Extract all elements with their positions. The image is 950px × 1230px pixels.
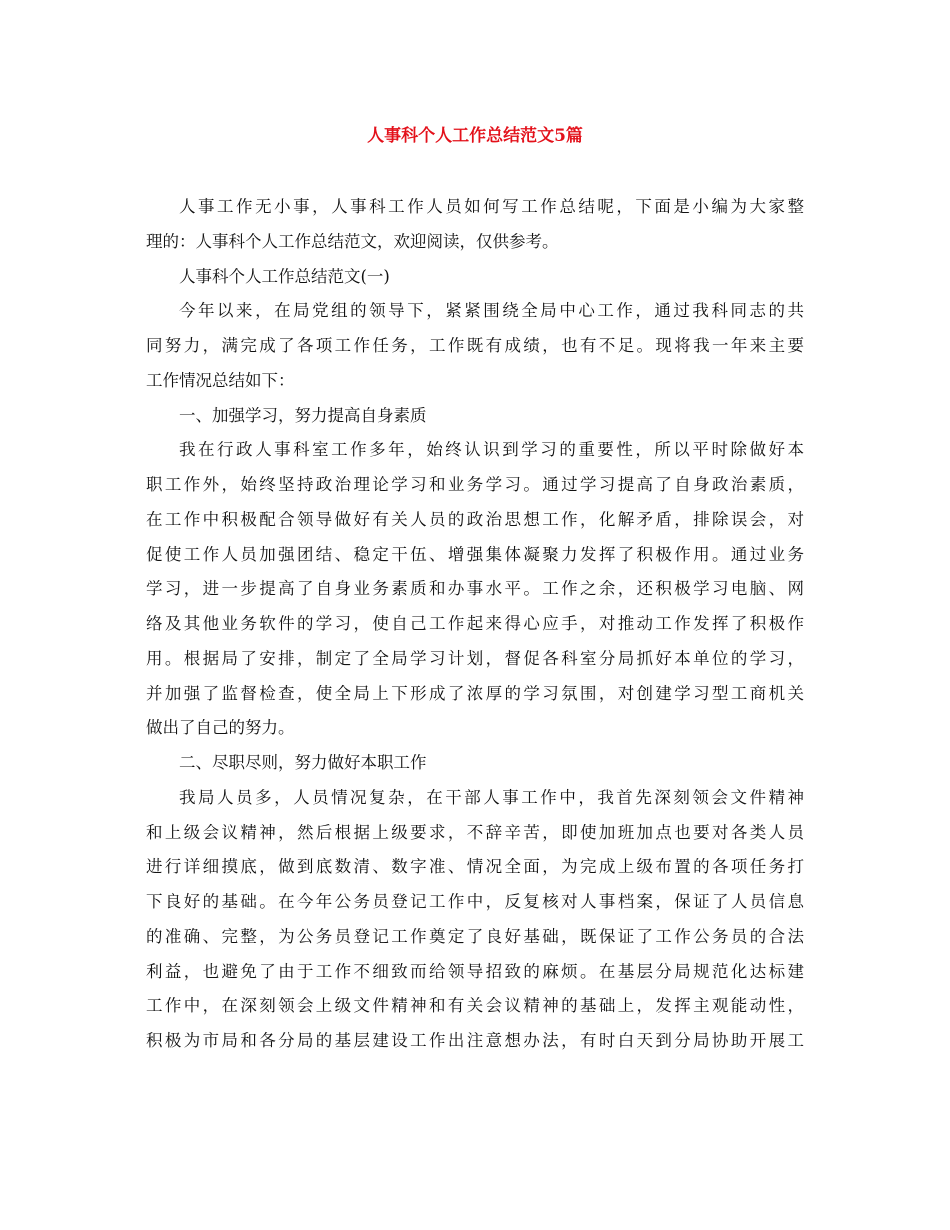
paragraph-line: 用。根据局了安排，制定了全局学习计划，督促各科室分局抓好本单位的学习， xyxy=(146,648,804,668)
paragraph-line: 络及其他业务软件的学习，使自己工作起来得心应手，对推动工作发挥了积极作 xyxy=(146,614,804,633)
paragraph-line: 工作中，在深刻领会上级文件精神和有关会议精神的基础上，发挥主观能动性， xyxy=(146,996,804,1016)
paragraph-line: 在工作中积极配合领导做好有关人员的政治思想工作，化解矛盾，排除误会，对 xyxy=(146,509,804,529)
paragraph-line: 做出了自己的努力。 xyxy=(146,718,295,738)
paragraph-line: 工作情况总结如下： xyxy=(146,370,295,390)
document-body xyxy=(146,190,804,1059)
section-heading: 二、尽职尽则，努力做好本职工作 xyxy=(179,753,427,772)
section-heading: 一、加强学习，努力提高自身素质 xyxy=(179,405,427,425)
paragraph-line: 的准确、完整，为公务员登记工作奠定了良好基础，既保证了工作公务员的合法 xyxy=(146,926,804,946)
paragraph-line: 并加强了监督检查，使全局上下形成了浓厚的学习氛围，对创建学习型工商机关 xyxy=(146,683,804,703)
document-title: 人事科个人工作总结范文5篇 xyxy=(367,126,583,146)
paragraph-line: 进行详细摸底，做到底数清、数字准、情况全面，为完成上级布置的各项任务打 xyxy=(146,857,804,877)
paragraph-line: 我在行政人事科室工作多年，始终认识到学习的重要性，所以平时除做好本 xyxy=(179,440,804,460)
paragraph-line: 和上级会议精神，然后根据上级要求，不辞辛苦，即使加班加点也要对各类人员 xyxy=(146,822,804,842)
paragraph-line: 利益，也避免了由于工作不细致而给领导招致的麻烦。在基层分局规范化达标建 xyxy=(146,961,804,981)
intro-line: 理的：人事科个人工作总结范文，欢迎阅读，仅供参考。 xyxy=(146,231,559,251)
paragraph-line: 同努力，满完成了各项工作任务，工作既有成绩，也有不足。现将我一年来主要 xyxy=(146,336,804,355)
section-heading: 人事科个人工作总结范文(一) xyxy=(179,266,390,286)
intro-line: 人事工作无小事，人事科工作人员如何写工作总结呢，下面是小编为大家整 xyxy=(179,197,804,216)
paragraph-line: 我局人员多，人员情况复杂，在干部人事工作中，我首先深刻领会文件精神 xyxy=(179,787,804,807)
paragraph-line: 积极为市局和各分局的基层建设工作出注意想办法，有时白天到分局协助开展工 xyxy=(146,1031,804,1050)
paragraph-line: 学习，进一步提高了自身业务素质和办事水平。工作之余，还积极学习电脑、网 xyxy=(146,579,804,599)
paragraph-line: 促使工作人员加强团结、稳定干伍、增强集体凝聚力发挥了积极作用。通过业务 xyxy=(146,544,804,564)
paragraph-line: 下良好的基础。在今年公务员登记工作中，反复核对人事档案，保证了人员信息 xyxy=(146,892,804,911)
paragraph-line: 今年以来，在局党组的领导下，紧紧围绕全局中心工作，通过我科同志的共 xyxy=(179,301,804,321)
paragraph-line: 职工作外，始终坚持政治理论学习和业务学习。通过学习提高了自身政治素质， xyxy=(146,475,804,494)
